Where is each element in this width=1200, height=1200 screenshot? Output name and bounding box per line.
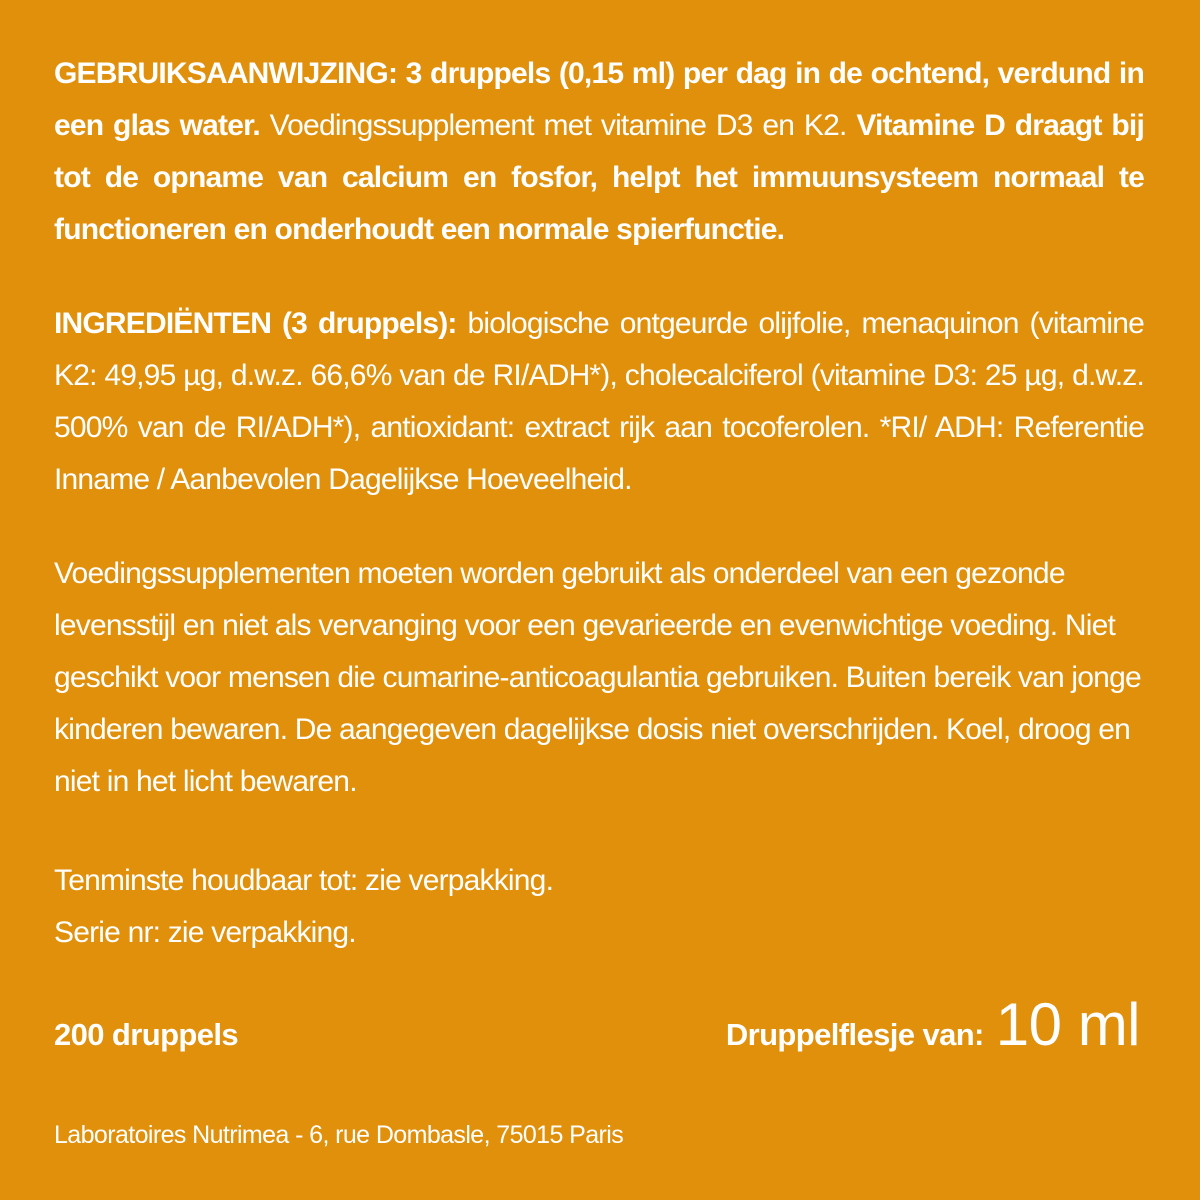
package-info-row <box>54 985 1144 1058</box>
volume-label: Druppelflesje van: <box>725 1017 984 1052</box>
usage-description: Voedingssupplement met vitamine D3 en K2. <box>259 109 857 142</box>
warnings-text: Voedingssupplementen moeten worden gebruikt als onderdeel van een gezonde levensstijl en niet als vervanging voor een gevarieerde en evenwichtige voeding. Niet geschikt voor mensen die cumarine-anticoagulantia gebruiken. Buiten bereik van jonge kinderen bewaren. De aangegeven dagelijkse dosis niet overschrijden. Koel, droog en niet in het licht bewaren. <box>54 557 1141 798</box>
volume-value: 10 ml <box>995 991 1140 1058</box>
warnings-paragraph <box>54 548 1144 808</box>
storage-info <box>54 855 1144 959</box>
drops-count: 200 druppels <box>54 1017 239 1052</box>
best-before-text: Tenminste houdbaar tot: zie verpakking. <box>54 864 554 897</box>
volume-info <box>725 991 1140 1058</box>
batch-number-text: Serie nr: zie verpakking. <box>54 916 356 949</box>
manufacturer-address: Laboratoires Nutrimea - 6, rue Dombasle, 75015 Paris <box>54 1121 624 1149</box>
ingredients-text: biologische ontgeurde olijfolie, menaquinon (vitamine K2: 49,95 µg, d.w.z. 66,6% van de RI/ADH*), cholecalciferol (vitamine D3: 25 µg, d.w.z. 500% van de RI/ADH*), antioxidant: extract rijk aan tocoferolen. *RI/ ADH: Referentie Inname / Aanbevolen Dagelijkse Hoeveelheid. <box>54 307 1145 496</box>
ingredients-label: INGREDIËNTEN (3 druppels): <box>54 307 457 340</box>
usage-instruction: 3 druppels (0,15 ml) per dag in de ochtend, verdund in een glas water. <box>54 57 1144 142</box>
usage-label: GEBRUIKSAANWIJZING: <box>54 57 398 90</box>
health-claim: Vitamine D draagt bij tot de opname van calcium en fosfor, helpt het immuunsysteem normaal te functioneren en onderhoudt een normale spierfunctie. <box>54 109 1144 246</box>
usage-paragraph <box>54 48 1144 256</box>
ingredients-paragraph <box>54 298 1144 506</box>
